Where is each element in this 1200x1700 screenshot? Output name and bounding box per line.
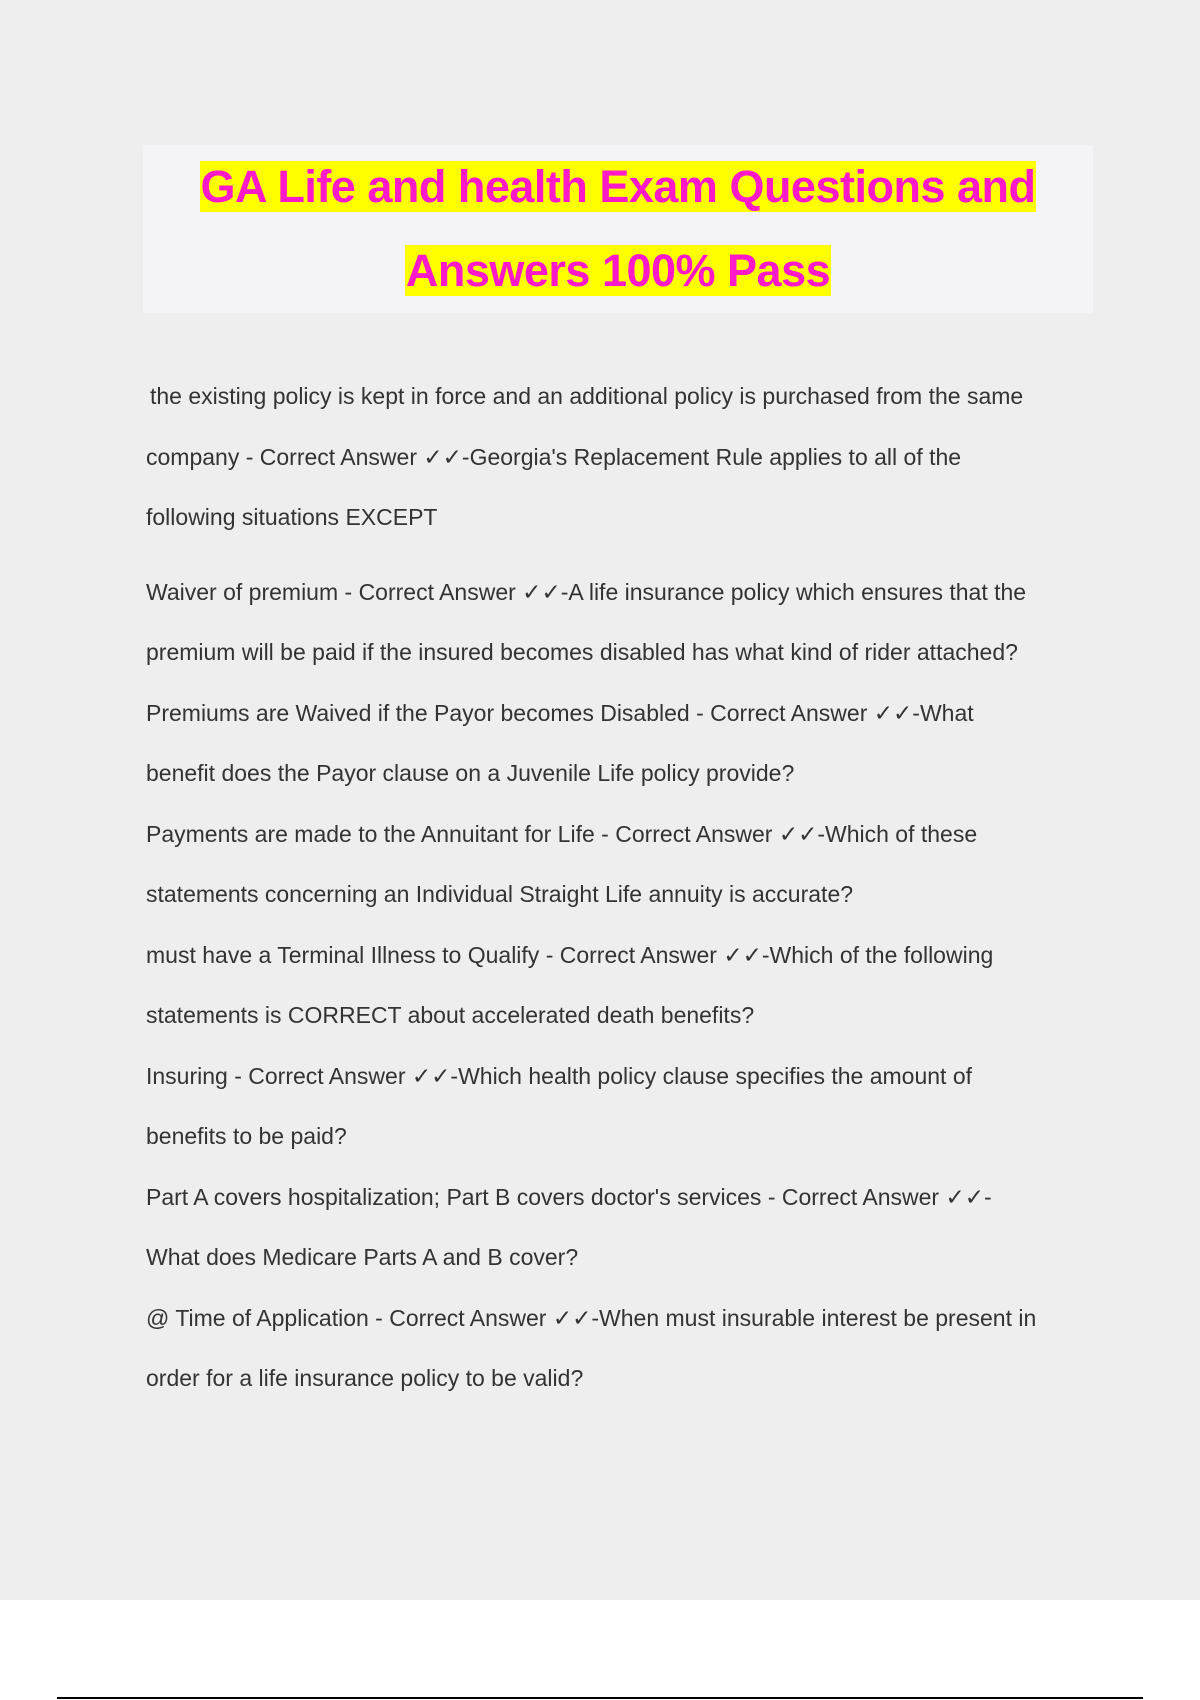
- qa-entry: [146, 1046, 1096, 1167]
- title-text-1: GA Life and health Exam Questions and: [200, 161, 1036, 212]
- qa-line: benefit does the Payor clause on a Juvenile Life policy provide?: [146, 760, 795, 786]
- qa-line: Insuring - Correct Answer ✓✓-Which health policy clause specifies the amount of: [146, 1062, 973, 1089]
- qa-line: Part A covers hospitalization; Part B covers doctor's services - Correct Answer ✓✓-: [146, 1183, 992, 1210]
- qa-entry: [146, 804, 1096, 925]
- title-line-1: [143, 145, 1093, 229]
- title-text-2: Answers 100% Pass: [405, 245, 831, 296]
- qa-line: following situations EXCEPT: [146, 504, 438, 530]
- qa-line: statements is CORRECT about accelerated death benefits?: [146, 1002, 755, 1028]
- qa-line: company - Correct Answer ✓✓-Georgia's Replacement Rule applies to all of the: [146, 443, 962, 470]
- qa-line: Payments are made to the Annuitant for Life - Correct Answer ✓✓-Which of these: [146, 820, 978, 847]
- qa-entry: [146, 562, 1096, 683]
- qa-list: [146, 366, 1096, 1409]
- qa-line: statements concerning an Individual Straight Life annuity is accurate?: [146, 881, 854, 907]
- qa-entry: [146, 1167, 1096, 1288]
- title-block: [143, 145, 1093, 313]
- qa-line: @ Time of Application - Correct Answer ✓✓-When must insurable interest be present in: [146, 1304, 1037, 1331]
- qa-entry: [146, 1288, 1096, 1409]
- qa-line: Premiums are Waived if the Payor becomes Disabled - Correct Answer ✓✓-What: [146, 699, 974, 726]
- qa-entry: [146, 925, 1096, 1046]
- qa-entry: [146, 683, 1096, 804]
- page-separator-line: [57, 1697, 1143, 1699]
- qa-line: premium will be paid if the insured becomes disabled has what kind of rider attached?: [146, 639, 1018, 665]
- qa-line: Waiver of premium - Correct Answer ✓✓-A life insurance policy which ensures that the: [146, 578, 1027, 605]
- qa-line: the existing policy is kept in force and an additional policy is purchased from the same: [150, 383, 1024, 409]
- qa-line: benefits to be paid?: [146, 1123, 347, 1149]
- qa-line: What does Medicare Parts A and B cover?: [146, 1244, 579, 1270]
- qa-line: must have a Terminal Illness to Qualify - Correct Answer ✓✓-Which of the following: [146, 941, 994, 968]
- qa-line: order for a life insurance policy to be valid?: [146, 1365, 584, 1391]
- title-line-2: [143, 229, 1093, 313]
- qa-entry: [146, 366, 1096, 548]
